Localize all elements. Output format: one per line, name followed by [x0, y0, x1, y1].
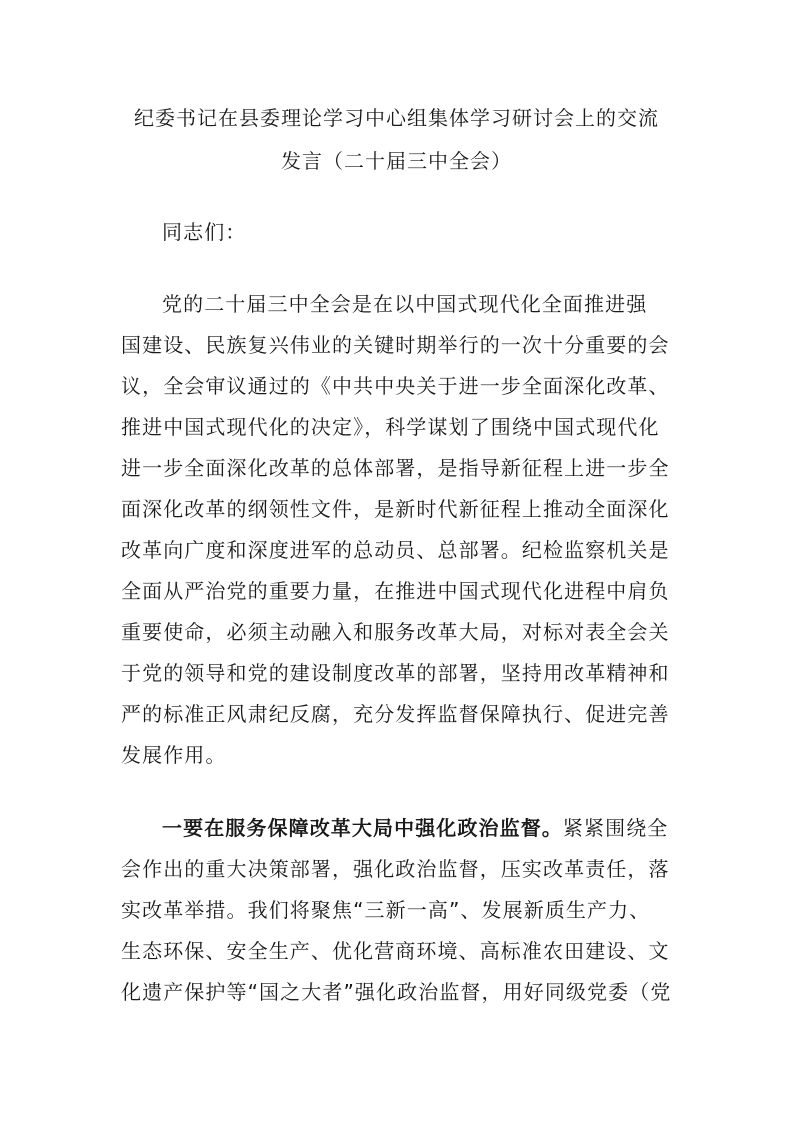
paragraph-2-heading: 一要在服务保障改革大局中强化政治监督。 — [162, 816, 563, 840]
paragraph-1-line: 面深化改革的纲领性文件，是新时代新征程上推动全面深化 — [121, 497, 670, 521]
paragraph-2-first-line — [162, 815, 668, 841]
document-title-line-2: 发言（二十届三中全会） — [281, 149, 512, 173]
paragraph-2-line: 实改革举措。我们将聚焦“三新一高”、发展新质生产力、 — [121, 898, 651, 922]
paragraph-1-line: 推进中国式现代化的决定》，科学谋划了围绕中国式现代化 — [121, 415, 660, 439]
paragraph-2-line: 会作出的重大决策部署，强化政治监督，压实改革责任，落 — [121, 857, 670, 881]
document-title-line-1: 纪委书记在县委理论学习中心组集体学习研讨会上的交流 — [134, 106, 659, 130]
paragraph-1-line: 发展作用。 — [121, 743, 227, 767]
paragraph-2-line: 生态环保、安全生产、优化营商环境、高标准农田建设、文 — [121, 939, 670, 963]
paragraph-1-line: 进一步全面深化改革的总体部署，是指导新征程上进一步全 — [121, 456, 670, 480]
paragraph-1-line: 于党的领导和党的建设制度改革的部署，坚持用改革精神和 — [121, 661, 670, 685]
paragraph-1-line: 全面从严治党的重要力量，在推进中国式现代化进程中肩负 — [121, 579, 670, 603]
paragraph-2-first-rest: 紧紧围绕全 — [562, 816, 669, 840]
paragraph-1-line: 改革向广度和深度进军的总动员、总部署。纪检监察机关是 — [121, 538, 670, 562]
paragraph-1-line: 党的二十届三中全会是在以中国式现代化全面推进强 — [162, 292, 648, 316]
paragraph-1-line: 国建设、民族复兴伟业的关键时期举行的一次十分重要的会 — [121, 333, 670, 357]
paragraph-1-line: 重要使命，必须主动融入和服务改革大局，对标对表全会关 — [121, 620, 670, 644]
paragraph-2-line: 化遗产保护等“国之大者”强化政治监督，用好同级党委（党 — [121, 980, 672, 1004]
paragraph-1-line: 严的标准正风肃纪反腐，充分发挥监督保障执行、促进完善 — [121, 702, 670, 726]
salutation: 同志们： — [162, 220, 247, 244]
paragraph-1-line: 议，全会审议通过的《中共中央关于进一步全面深化改革、 — [121, 374, 670, 398]
